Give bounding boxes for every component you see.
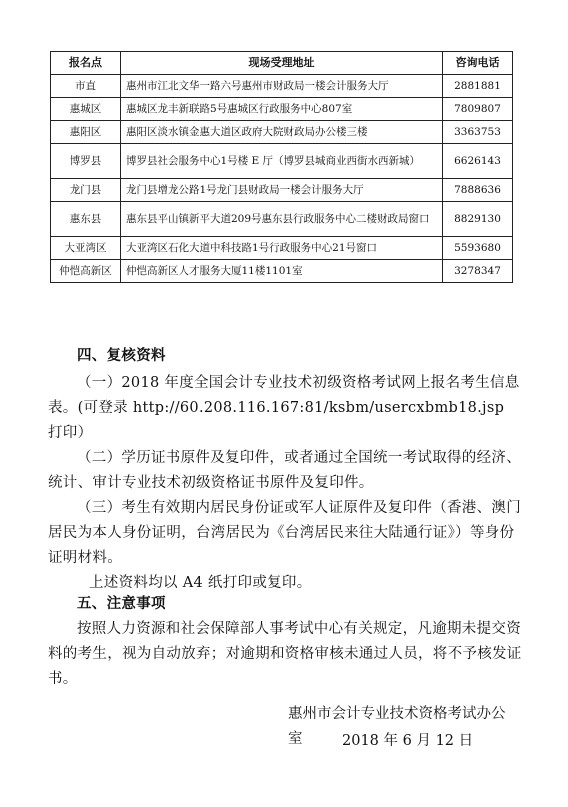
address-cell: 惠阳区淡水镇金惠大道区政府大院财政局办公楼三楼 — [121, 121, 443, 144]
section-5-heading: 五、注意事项 — [77, 596, 166, 612]
table-row — [51, 260, 513, 283]
header-phone: 咨询电话 — [443, 52, 513, 75]
address-cell: 博罗县社会服务中心1号楼 E 厅（博罗县城商业西街水西新城） — [121, 144, 443, 179]
site-cell: 博罗县 — [51, 144, 121, 179]
address-cell: 惠州市江北文华一路六号惠州市财政局一楼会计服务大厅 — [121, 75, 443, 98]
registration-sites-table — [50, 51, 513, 283]
header-site: 报名点 — [51, 52, 121, 75]
section-5-text: 按照人力资源和社会保障部人事考试中心有关规定，凡逾期未提交资料的考生，视为自动放弃；对逾期和资格审核未通过人员，将不予核发证书。 — [48, 621, 522, 687]
site-cell: 惠东县 — [51, 202, 121, 237]
address-cell: 龙门县增龙公路1号龙门县财政局一楼会计服务大厅 — [121, 179, 443, 202]
issuing-office: 惠州市会计专业技术资格考试办公室 — [288, 706, 506, 747]
site-cell: 惠阳区 — [51, 121, 121, 144]
table-row — [51, 144, 513, 179]
site-cell: 龙门县 — [51, 179, 121, 202]
table-row — [51, 179, 513, 202]
phone-cell: 3278347 — [443, 260, 513, 283]
issue-date: 2018 年 6 月 12 日 — [342, 733, 474, 749]
phone-cell: 7888636 — [443, 179, 513, 202]
table-row — [51, 121, 513, 144]
phone-cell: 5593680 — [443, 237, 513, 260]
table-row — [51, 98, 513, 121]
address-cell: 仲恺高新区人才服务大厦11楼1101室 — [121, 260, 443, 283]
table-header-row — [51, 52, 513, 75]
table-row — [51, 237, 513, 260]
phone-cell: 2881881 — [443, 75, 513, 98]
section-4-note: 上述资料均以 A4 纸打印或复印。 — [89, 575, 312, 591]
section-4-item-2: （二）学历证书原件及复印件，或者通过全国统一考试取得的经济、统计、审计专业技术初级资格证书原件及复印件。 — [48, 450, 521, 491]
address-cell: 惠东县平山镇新平大道209号惠东县行政服务中心二楼财政局窗口 — [121, 202, 443, 237]
phone-cell: 3363753 — [443, 121, 513, 144]
site-cell: 仲恺高新区 — [51, 260, 121, 283]
section-4-heading: 四、复核资料 — [77, 348, 166, 364]
address-cell: 惠城区龙丰新联路5号惠城区行政服务中心807室 — [121, 98, 443, 121]
section-5 — [48, 592, 522, 692]
section-4-item-3: （三）考生有效期内居民身份证或军人证原件及复印件（香港、澳门居民为本人身份证明，台湾居民为《台湾居民来往大陆通行证》）等身份证明材料。 — [48, 500, 521, 566]
address-cell: 大亚湾区石化大道中科技路1号行政服务中心21号窗口 — [121, 237, 443, 260]
site-cell: 大亚湾区 — [51, 237, 121, 260]
section-4-item-1: （一）2018 年度全国会计专业技术初级资格考试网上报名考生信息表。(可登录 http://60.208.116.167:81/ksbm/usercxbmb18.jsp 打印） — [48, 375, 520, 441]
table-row — [51, 75, 513, 98]
phone-cell: 6626143 — [443, 144, 513, 179]
section-4 — [48, 344, 522, 596]
phone-cell: 8829130 — [443, 202, 513, 237]
phone-cell: 7809807 — [443, 98, 513, 121]
site-cell: 惠城区 — [51, 98, 121, 121]
header-address: 现场受理地址 — [121, 52, 443, 75]
site-cell: 市直 — [51, 75, 121, 98]
table-row — [51, 202, 513, 237]
